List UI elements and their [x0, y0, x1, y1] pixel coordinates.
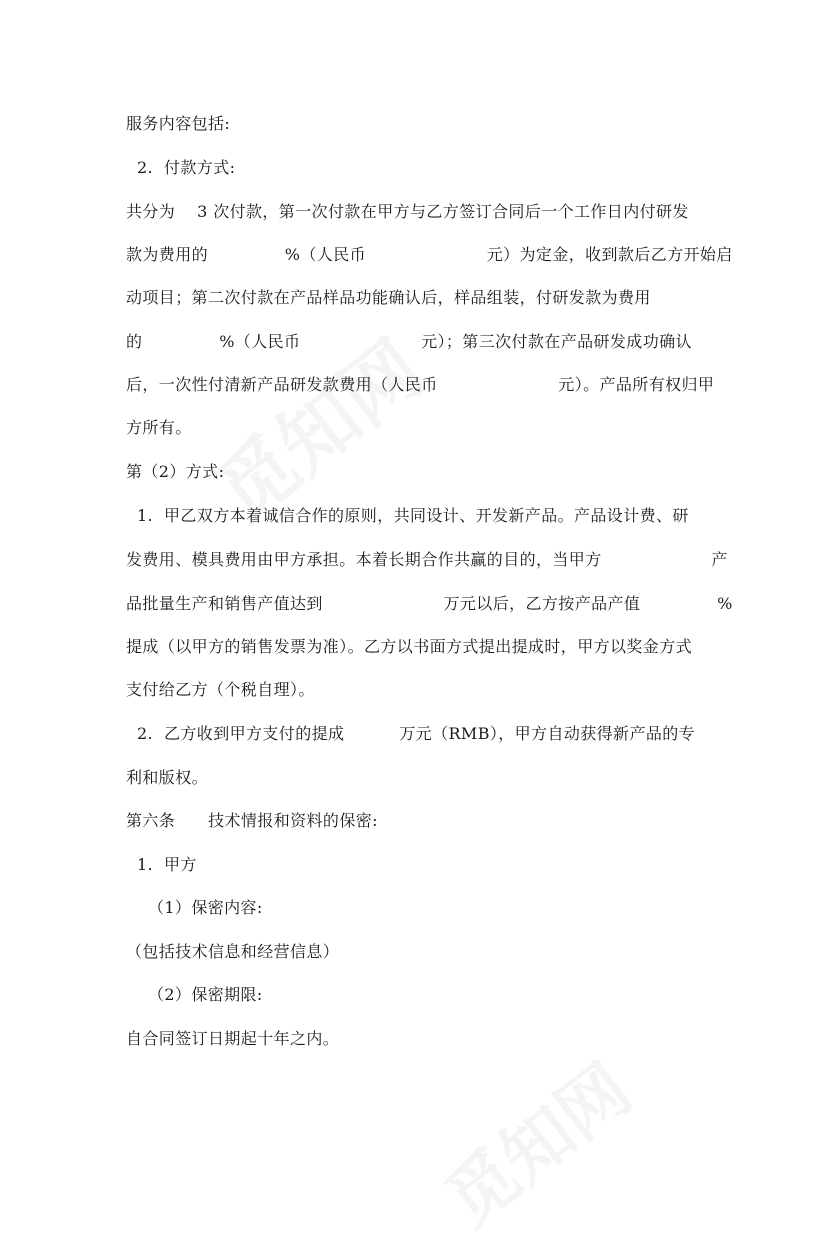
- text-line: 支付给乙方（个税自理）。: [126, 680, 315, 699]
- text-line: （2）保密期限:: [126, 985, 263, 1004]
- text-line: 服务内容包括:: [126, 114, 231, 133]
- text-line: 品批量生产和销售产值达到 万元以后，乙方按产品产值 %: [126, 594, 733, 613]
- text-line: 2. 付款方式:: [126, 158, 236, 177]
- text-line: 动项目；第二次付款在产品样品功能确认后，样品组装，付研发款为费用: [126, 288, 651, 307]
- text-line: 共分为 3 次付款，第一次付款在甲方与乙方签订合同后一个工作日内付研发: [126, 202, 689, 221]
- text-line: 发费用、模具费用由甲方承担。本着长期合作共赢的目的，当甲方 产: [126, 550, 728, 569]
- text-line: 第（2）方式:: [126, 462, 225, 481]
- text-line: 2. 乙方收到甲方支付的提成 万元（RMB），甲方自动获得新产品的专: [126, 724, 696, 743]
- text-line: （包括技术信息和经营信息）: [126, 942, 340, 961]
- text-line: 方所有。: [126, 418, 192, 437]
- text-line: 后，一次性付清新产品研发款费用（人民币 元）。产品所有权归甲: [126, 375, 715, 394]
- text-line: 提成（以甲方的销售发票为准）。乙方以书面方式提出提成时，甲方以奖金方式: [126, 637, 693, 656]
- watermark-bottom: [421, 1036, 649, 1245]
- text-line: 1. 甲乙双方本着诚信合作的原则，共同设计、开发新产品。产品设计费、研: [126, 506, 689, 525]
- text-line: 款为费用的 %（人民币 元）为定金，收到款后乙方开始启: [126, 245, 733, 264]
- text-line: （1）保密内容:: [126, 898, 263, 917]
- text-line: 利和版权。: [126, 768, 209, 787]
- text-line: 第六条 技术情报和资料的保密:: [126, 811, 378, 830]
- text-line: 的 %（人民币 元）；第三次付款在产品研发成功确认: [126, 332, 692, 351]
- text-line: 自合同签订日期起十年之内。: [126, 1029, 340, 1048]
- text-line: 1. 甲方: [126, 855, 197, 874]
